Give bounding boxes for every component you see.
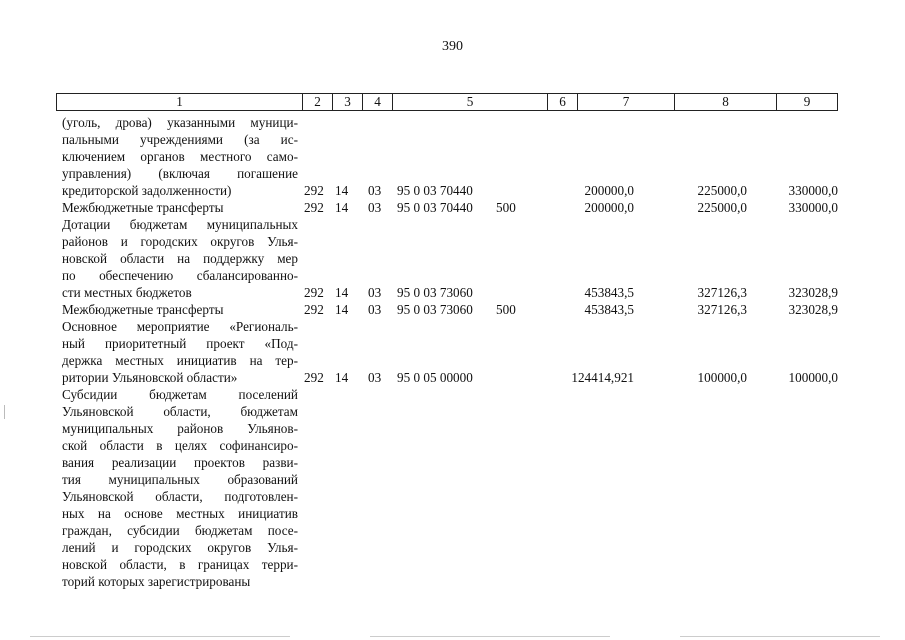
table-row (0, 216, 905, 301)
cell-c2: 292 (304, 285, 324, 300)
cell-c3: 14 (335, 370, 349, 385)
cell-c8: 327126,3 (697, 285, 747, 300)
cell-c4: 03 (368, 183, 382, 198)
description-line: по обеспечению сбалансированно- (62, 268, 298, 283)
cell-c9: 330000,0 (788, 200, 838, 215)
description-line: тия муниципальных образований (62, 472, 298, 487)
row-description (62, 199, 298, 216)
cell-c2: 292 (304, 200, 324, 215)
header-col-1: 1 (57, 94, 303, 110)
cell-c5: 95 0 03 73060 (397, 285, 473, 300)
cell-c9: 323028,9 (788, 285, 838, 300)
cell-c9: 330000,0 (788, 183, 838, 198)
description-line: пальными учреждениями (за ис- (62, 132, 298, 147)
cell-c6: 500 (496, 302, 516, 317)
description-line: Межбюджетные трансферты (62, 200, 224, 215)
description-line: Ульяновской области, подготовлен- (62, 489, 298, 504)
header-col-3: 3 (333, 94, 363, 110)
cell-c5: 95 0 03 73060 (397, 302, 473, 317)
cell-c3: 14 (335, 285, 349, 300)
header-col-6: 6 (548, 94, 578, 110)
header-col-9: 9 (803, 94, 811, 109)
cell-c4: 03 (368, 370, 382, 385)
description-line: ритории Ульяновской области» (62, 370, 238, 385)
description-line: Субсидии бюджетам поселений (62, 387, 298, 402)
description-line: держка местных инициатив на тер- (62, 353, 298, 368)
cell-c8: 225000,0 (697, 200, 747, 215)
cell-c7: 453843,5 (584, 302, 634, 317)
cell-c8: 100000,0 (697, 370, 747, 385)
table-row (0, 301, 905, 318)
header-col-7: 7 (578, 94, 675, 110)
row-description (62, 386, 298, 590)
scan-artifact (30, 636, 290, 637)
description-line: вания реализации проектов разви- (62, 455, 298, 470)
description-line: Дотации бюджетам муниципальных (62, 217, 298, 232)
row-description (62, 114, 298, 199)
cell-c7: 200000,0 (584, 183, 634, 198)
cell-c7: 453843,5 (584, 285, 634, 300)
cell-c8: 327126,3 (697, 302, 747, 317)
cell-c9: 323028,9 (788, 302, 838, 317)
cell-c4: 03 (368, 285, 382, 300)
row-description (62, 301, 298, 318)
description-line: ключением органов местного само- (62, 149, 298, 164)
header-col-2: 2 (303, 94, 333, 110)
row-description (62, 318, 298, 386)
description-line: сти местных бюджетов (62, 285, 192, 300)
description-line: лений и городских округов Улья- (62, 540, 298, 555)
table-header (56, 93, 838, 111)
table-row (0, 318, 905, 386)
description-line: новской области на поддержку мер (62, 251, 298, 266)
description-line: кредиторской задолженности) (62, 183, 232, 198)
header-col-5: 5 (393, 94, 548, 110)
header-col-4: 4 (363, 94, 393, 110)
description-line: управления) (включая погашение (62, 166, 298, 181)
description-line: ных на основе местных инициатив (62, 506, 298, 521)
table-row (0, 386, 905, 590)
cell-c2: 292 (304, 302, 324, 317)
cell-c3: 14 (335, 183, 349, 198)
description-line: ской области в целях софинансиро- (62, 438, 298, 453)
description-line: Межбюджетные трансферты (62, 302, 224, 317)
header-col-8: 8 (675, 94, 777, 110)
description-line: ный приоритетный проект «Под- (62, 336, 298, 351)
table-row (0, 114, 905, 199)
description-line: торий которых зарегистрированы (62, 574, 251, 589)
cell-c7: 124414,921 (571, 370, 634, 385)
description-line: Основное мероприятие «Региональ- (62, 319, 298, 334)
cell-c5: 95 0 03 70440 (397, 200, 473, 215)
cell-c8: 225000,0 (697, 183, 747, 198)
cell-c9: 100000,0 (788, 370, 838, 385)
description-line: граждан, субсидии бюджетам посе- (62, 523, 298, 538)
cell-c3: 14 (335, 302, 349, 317)
page-number: 390 (442, 39, 463, 54)
description-line: (уголь, дрова) указанными муници- (62, 115, 298, 130)
table-row (0, 199, 905, 216)
cell-c2: 292 (304, 370, 324, 385)
cell-c5: 95 0 03 70440 (397, 183, 473, 198)
description-line: муниципальных районов Ульянов- (62, 421, 298, 436)
description-line: Ульяновской области, бюджетам (62, 404, 298, 419)
row-description (62, 216, 298, 301)
cell-c5: 95 0 05 00000 (397, 370, 473, 385)
scan-artifact (4, 405, 5, 419)
cell-c4: 03 (368, 302, 382, 317)
cell-c6: 500 (496, 200, 516, 215)
cell-c4: 03 (368, 200, 382, 215)
cell-c3: 14 (335, 200, 349, 215)
scan-artifact (680, 636, 880, 637)
description-line: новской области, в границах терри- (62, 557, 298, 572)
description-line: районов и городских округов Улья- (62, 234, 298, 249)
scan-artifact (370, 636, 610, 637)
cell-c7: 200000,0 (584, 200, 634, 215)
cell-c2: 292 (304, 183, 324, 198)
